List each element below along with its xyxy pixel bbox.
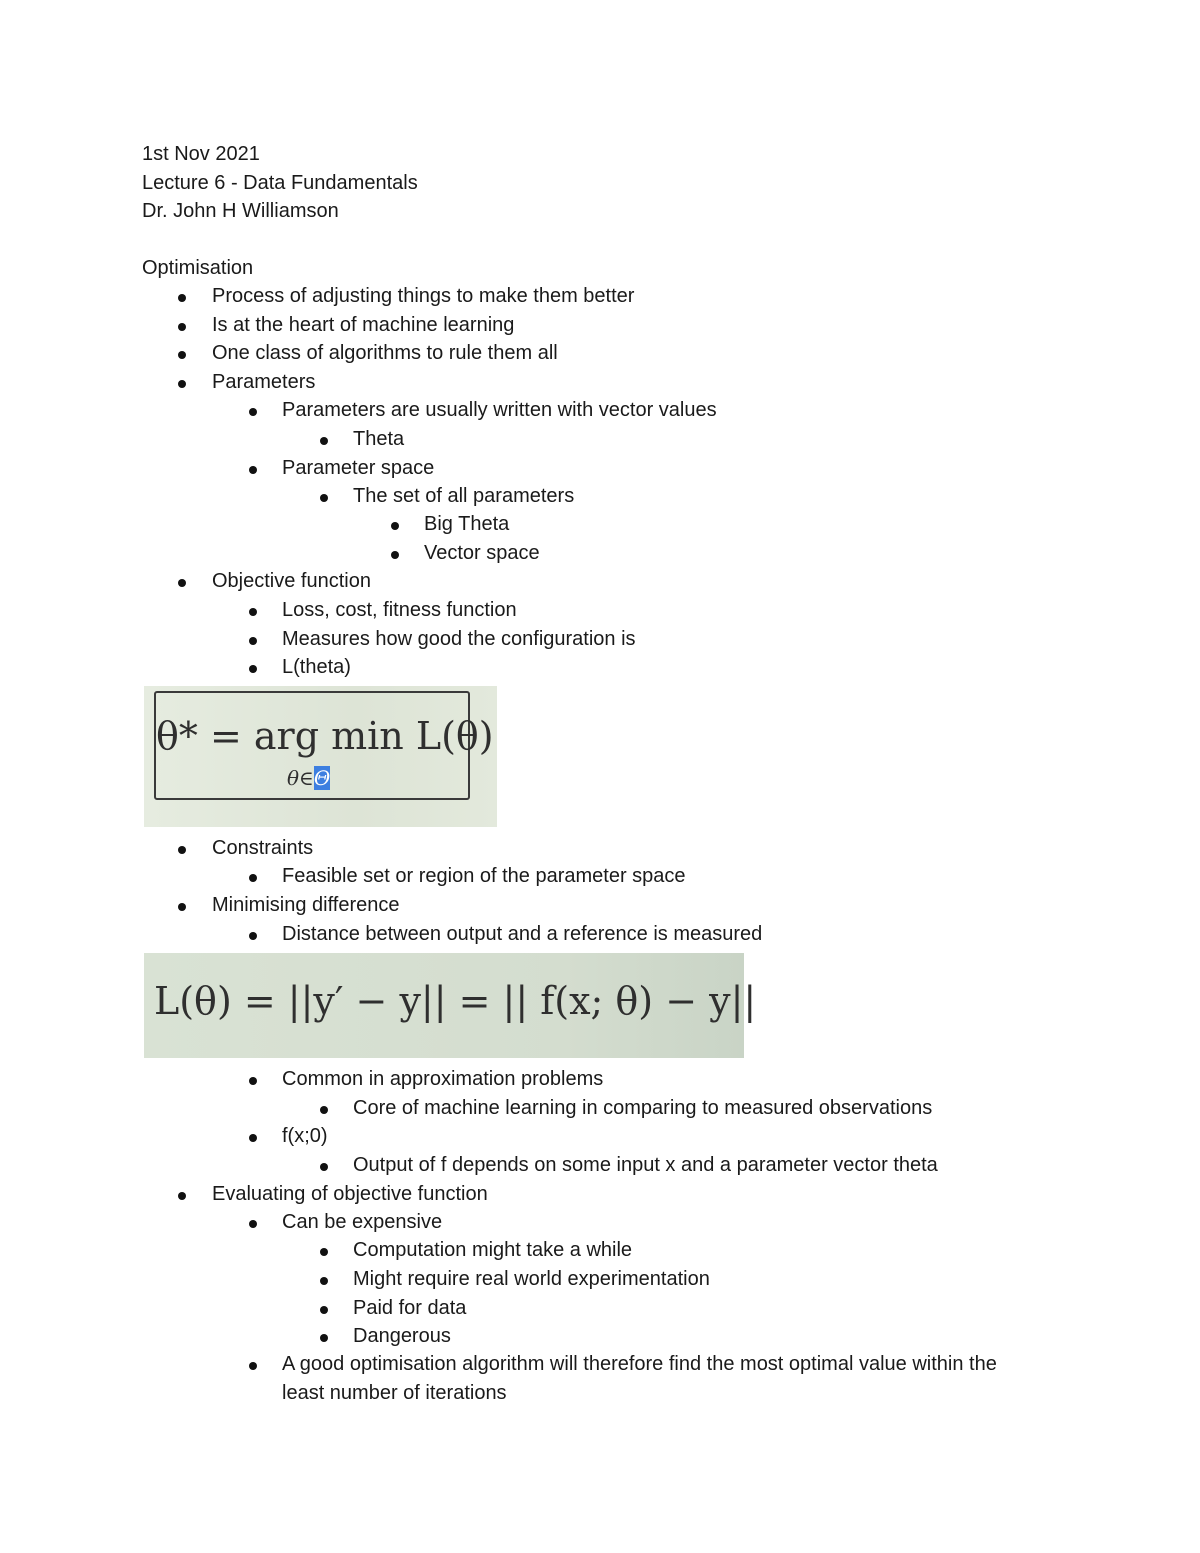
bullet-icon	[320, 1248, 328, 1256]
bullet-icon	[320, 1334, 328, 1342]
list-item: Is at the heart of machine learning	[212, 314, 515, 336]
subscript-prefix: θ∈	[287, 766, 314, 790]
list-item: Might require real world experimentation	[353, 1268, 710, 1290]
bullet-icon	[320, 1106, 328, 1114]
loss-equation-image	[144, 953, 757, 1058]
list-item: Distance between output and a reference is measured	[282, 923, 763, 945]
bullet-icon	[249, 665, 257, 673]
list-item: Constraints	[212, 837, 314, 859]
bullet-icon	[178, 380, 186, 388]
list-item: The set of all parameters	[353, 485, 575, 507]
argmin-equation: θ* = arg min L(θ)	[156, 714, 494, 758]
bullet-icon	[249, 1220, 257, 1228]
list-item: Core of machine learning in comparing to measured observations	[353, 1097, 933, 1119]
bullet-icon	[178, 294, 186, 302]
list-item: L(theta)	[282, 656, 351, 678]
list-item: f(x;0)	[282, 1125, 328, 1147]
list-item: Dangerous	[353, 1325, 451, 1347]
bullet-icon	[178, 846, 186, 854]
bullet-icon	[249, 466, 257, 474]
bullet-icon	[178, 323, 186, 331]
bullet-icon	[249, 637, 257, 645]
list-item: Parameters are usually written with vector values	[282, 399, 717, 421]
list-item: Minimising difference	[212, 894, 400, 916]
bullet-icon	[249, 1077, 257, 1085]
list-item: Loss, cost, fitness function	[282, 599, 517, 621]
bullet-icon	[320, 1306, 328, 1314]
bullet-icon	[249, 408, 257, 416]
list-item: Objective function	[212, 570, 371, 592]
list-item: Evaluating of objective function	[212, 1183, 488, 1205]
list-item: Vector space	[424, 542, 540, 564]
list-item-continuation: least number of iterations	[282, 1382, 507, 1404]
list-item: Process of adjusting things to make them better	[212, 285, 635, 307]
argmin-equation-image	[144, 686, 497, 827]
list-item: Parameters	[212, 371, 316, 393]
list-item: Theta	[353, 428, 405, 450]
bullet-icon	[320, 1277, 328, 1285]
date-line: 1st Nov 2021	[142, 143, 260, 165]
argmin-subscript	[287, 766, 330, 790]
bullet-icon	[391, 551, 399, 559]
list-item: A good optimisation algorithm will therefore find the most optimal value within the	[282, 1353, 997, 1375]
list-item: Parameter space	[282, 457, 435, 479]
list-item: Feasible set or region of the parameter space	[282, 865, 686, 887]
lecture-title: Lecture 6 - Data Fundamentals	[142, 172, 418, 194]
bullet-icon	[249, 874, 257, 882]
bullet-icon	[178, 903, 186, 911]
bullet-icon	[249, 1362, 257, 1370]
list-item: Big Theta	[424, 513, 510, 535]
bullet-icon	[249, 932, 257, 940]
list-item: One class of algorithms to rule them all	[212, 342, 558, 364]
bullet-icon	[320, 494, 328, 502]
bullet-icon	[320, 437, 328, 445]
bullet-icon	[249, 1134, 257, 1142]
list-item: Computation might take a while	[353, 1239, 633, 1261]
list-item: Output of f depends on some input x and a parameter vector theta	[353, 1154, 938, 1176]
bullet-icon	[178, 351, 186, 359]
subscript-highlight: Θ	[313, 766, 331, 790]
section-title: Optimisation	[142, 257, 254, 279]
bullet-icon	[249, 608, 257, 616]
list-item: Can be expensive	[282, 1211, 443, 1233]
bullet-icon	[391, 522, 399, 530]
list-item: Paid for data	[353, 1297, 467, 1319]
loss-equation: L(θ) = ||y′ − y|| = || f(x; θ) − y||	[154, 979, 757, 1023]
author-line: Dr. John H Williamson	[142, 200, 339, 222]
list-item: Common in approximation problems	[282, 1068, 604, 1090]
list-item: Measures how good the configuration is	[282, 628, 636, 650]
bullet-icon	[178, 1192, 186, 1200]
bullet-icon	[178, 579, 186, 587]
bullet-icon	[320, 1163, 328, 1171]
